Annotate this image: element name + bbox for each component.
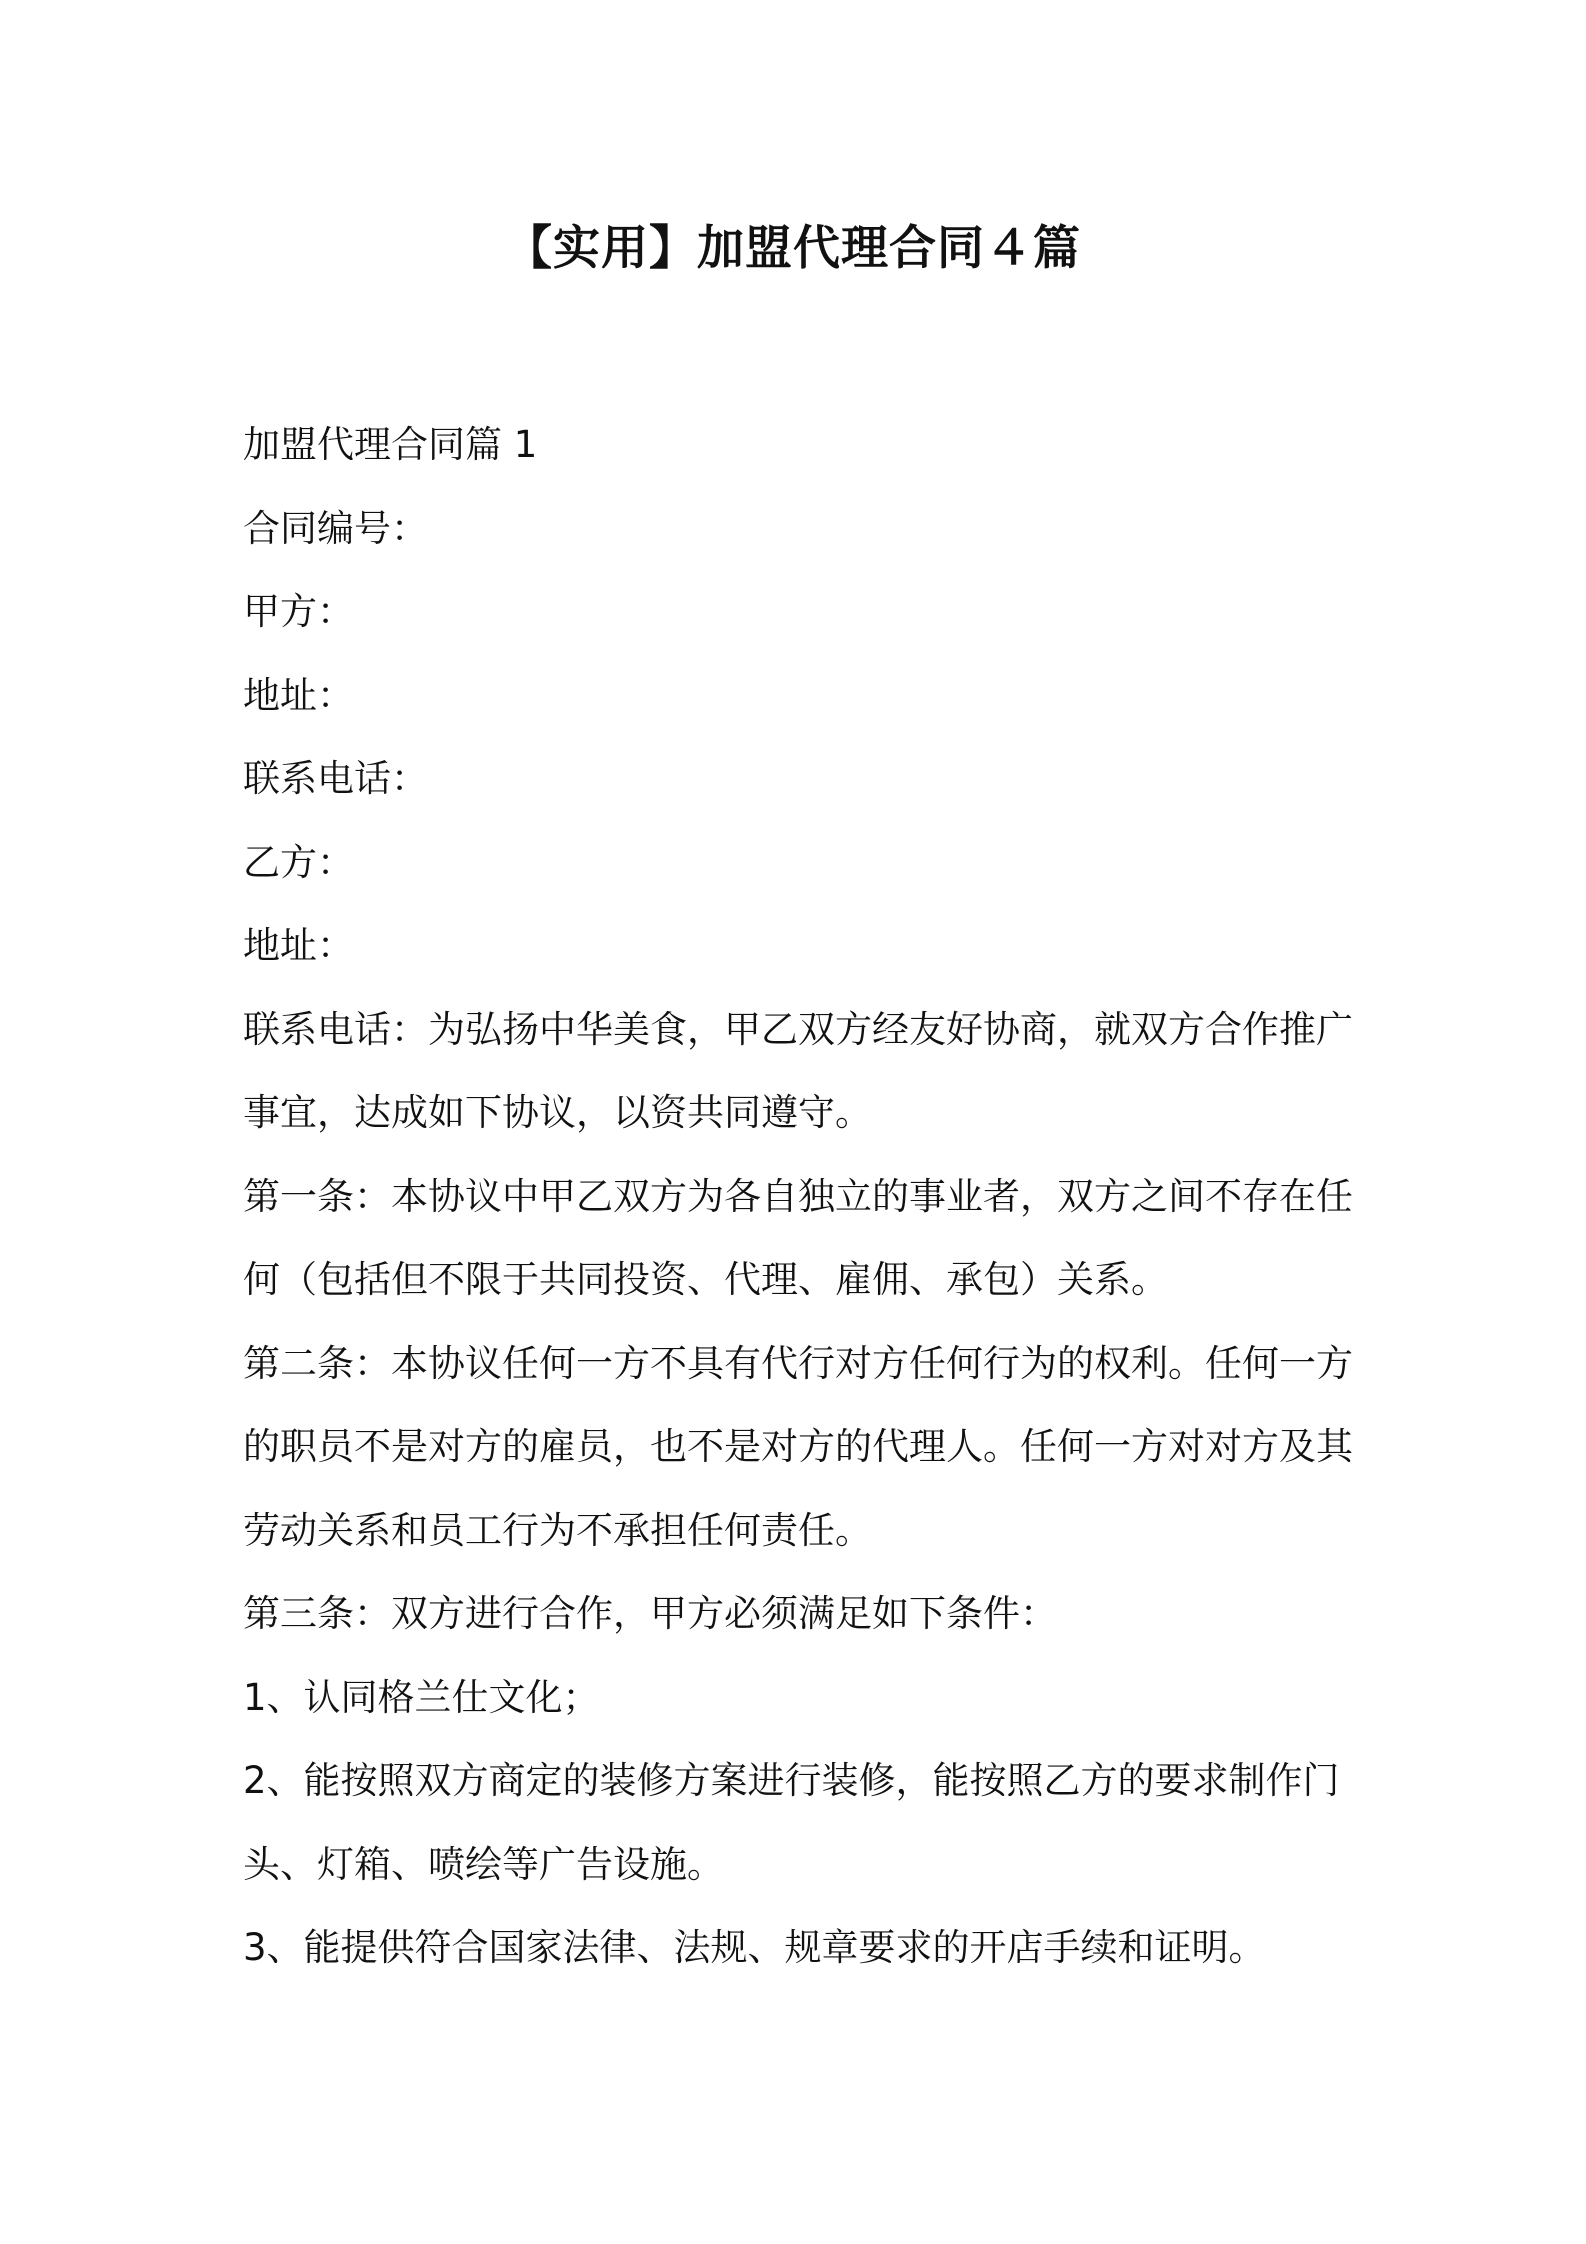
contract-number-field: 合同编号： [243, 506, 428, 550]
party-a-field: 甲方： [243, 590, 354, 633]
condition-item-2: 2、能按照双方商定的装修方案进行装修，能按照乙方的要求制作门头、灯箱、喷绘等广告设施。 [243, 1759, 1340, 1886]
article-2: 第二条：本协议任何一方不具有代行对方任何行为的权利。任何一方的职员不是对方的雇员，也不是对方的代理人。任何一方对对方及其劳动关系和员工行为不承担任何责任。 [243, 1341, 1353, 1552]
condition-item-1: 1、认同格兰仕文化； [243, 1675, 600, 1719]
article-1: 第一条：本协议中甲乙双方为各自独立的事业者，双方之间不存在任何（包括但不限于共同投资、代理、雇佣、承包）关系。 [243, 1174, 1353, 1301]
document-title: 【实用】加盟代理合同４篇 [505, 221, 1081, 276]
party-a-address-field: 地址： [243, 673, 354, 717]
party-b-field: 乙方： [243, 840, 354, 884]
party-a-phone-field: 联系电话： [243, 757, 428, 800]
document-body [243, 403, 1363, 1990]
condition-item-3: 3、能提供符合国家法律、法规、规章要求的开店手续和证明。 [243, 1926, 1266, 1969]
article-3: 第三条：双方进行合作，甲方必须满足如下条件： [243, 1592, 1057, 1635]
party-b-address-field: 地址： [243, 924, 354, 967]
party-b-phone-and-preamble: 联系电话：为弘扬中华美食，甲乙双方经友好协商，就双方合作推广事宜，达成如下协议，以资共同遵守。 [243, 1007, 1353, 1134]
section-heading: 加盟代理合同篇 1 [243, 423, 538, 466]
